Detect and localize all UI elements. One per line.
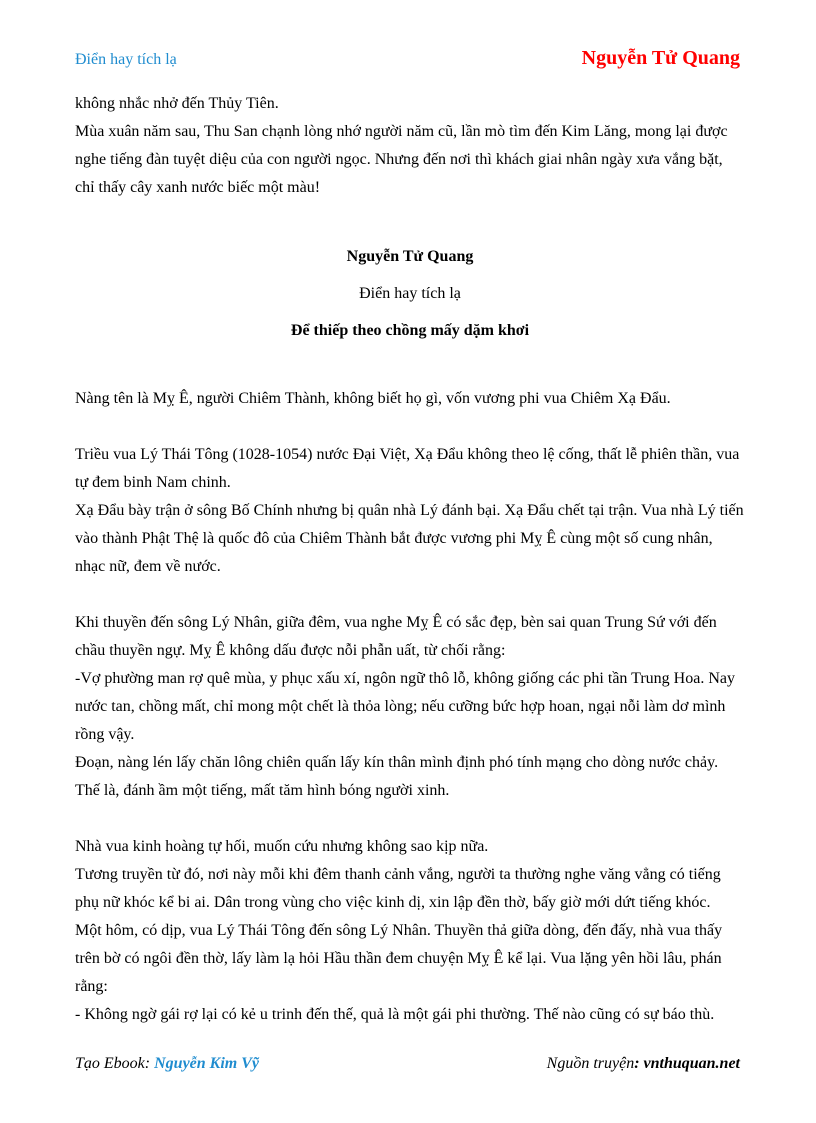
spacer	[75, 349, 745, 377]
footer-ebook-creator: Nguyễn Kim Vỹ	[154, 1055, 259, 1072]
paragraph: Mùa xuân năm sau, Thu San chạnh lòng nhớ người năm cũ, lần mò tìm đến Kim Lăng, mong lại được nghe tiếng đàn tuyệt diệu của con người ngọc. Nhưng đến nơi thì khách giai nhân ngày xưa vắng bặt, chỉ thấy cây xanh nước biếc một màu!	[75, 123, 728, 196]
paragraph: Đoạn, nàng lén lấy chăn lông chiên quấn lấy kín thân mình định phó tính mạng cho dòng nước chảy. Thế là, đánh ầm một tiếng, mất tăm hình bóng người xinh.	[75, 754, 719, 799]
paragraph: không nhắc nhở đến Thủy Tiên.	[75, 95, 279, 112]
paragraph: - Không ngờ gái rợ lại có kẻ u trinh đến thế, quả là một gái phi thường. Thế nào cũng có sự báo thù.	[75, 1006, 715, 1023]
header-collection-title: Điển hay tích lạ	[75, 51, 177, 68]
paragraph: Nhà vua kinh hoàng tự hối, muốn cứu nhưng không sao kịp nữa.	[75, 838, 489, 855]
spacer	[75, 805, 745, 833]
spacer	[75, 413, 745, 441]
header-author-name: Nguyễn Tử Quang	[581, 47, 740, 69]
paragraph: -Vợ phường man rợ quê mùa, y phục xấu xí, ngôn ngữ thô lỗ, không giống các phi tần Trung Hoa. Nay nước tan, chồng mất, chỉ mong một chết là thỏa lòng; nếu cưỡng bức hợp hoan, ngại nỗi làm dơ mình rồng vậy.	[75, 670, 735, 743]
page-body	[75, 90, 745, 1029]
story-title: Để thiếp theo chồng mấy dặm khơi	[290, 322, 530, 339]
spacer	[75, 230, 745, 238]
paragraph: Tương truyền từ đó, nơi này mỗi khi đêm thanh cảnh vắng, người ta thường nghe văng vẳng có tiếng phụ nữ khóc kể bi ai. Dân trong vùng cho việc kinh dị, xin lập đền thờ, bấy giờ mới dứt tiếng khóc.	[75, 866, 721, 911]
footer-ebook-credit	[75, 1055, 259, 1073]
title-collection: Điển hay tích lạ	[359, 285, 461, 302]
footer-source-site: vnthuquan.net	[643, 1055, 740, 1072]
footer-separator: :	[634, 1055, 644, 1072]
paragraph: Xạ Đẩu bày trận ở sông Bố Chính nhưng bị quân nhà Lý đánh bại. Xạ Đẩu chết tại trận. Vua nhà Lý tiến vào thành Phật Thệ là quốc đô của Chiêm Thành bắt được vương phi Mỵ Ê cùng một số cung nhân, nhạc nữ, đem về nước.	[75, 502, 744, 575]
spacer	[75, 377, 745, 385]
paragraph: Nàng tên là Mỵ Ê, người Chiêm Thành, không biết họ gì, vốn vương phi vua Chiêm Xạ Đẩu.	[75, 390, 671, 407]
story-title-block	[75, 238, 745, 349]
footer-separator: :	[144, 1055, 155, 1072]
spacer	[75, 202, 745, 230]
spacer	[75, 581, 745, 609]
paragraph: Một hôm, có dịp, vua Lý Thái Tông đến sông Lý Nhân. Thuyền thả giữa dòng, đến đấy, nhà vua thấy trên bờ có ngôi đền thờ, lấy làm lạ hỏi Hầu thần đem chuyện Mỵ Ê kể lại. Vua lặng yên hồi lâu, phán rằng:	[75, 922, 723, 995]
paragraph: Triều vua Lý Thái Tông (1028-1054) nước Đại Việt, Xạ Đẩu không theo lệ cống, thất lễ phiên thần, vua tự đem binh Nam chinh.	[75, 446, 740, 491]
paragraph: Khi thuyền đến sông Lý Nhân, giữa đêm, vua nghe Mỵ Ê có sắc đẹp, bèn sai quan Trung Sứ với đến chầu thuyền ngự. Mỵ Ê không dấu được nỗi phẫn uất, từ chối rằng:	[75, 614, 717, 659]
footer-ebook-label: Tạo Ebook	[75, 1055, 145, 1072]
footer-source-label: Nguồn truyện	[546, 1055, 635, 1072]
footer-source-credit	[547, 1055, 740, 1073]
title-author: Nguyễn Tử Quang	[346, 248, 474, 265]
